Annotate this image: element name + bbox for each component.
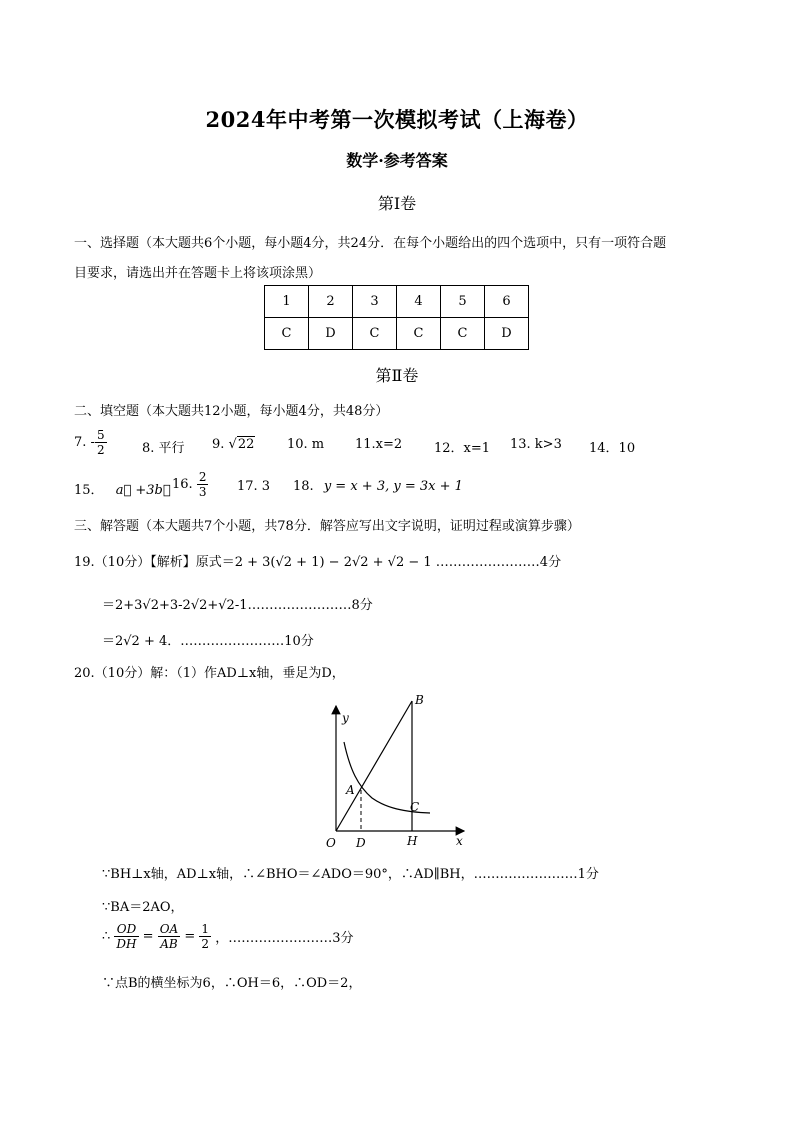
answer-9 xyxy=(212,437,255,452)
page-subtitle: 数学·参考答案 xyxy=(346,151,448,170)
answer-14: 14．10 xyxy=(589,441,636,456)
answer-13: 13. k>3 xyxy=(510,437,562,452)
answer-15-expression: a⃗ +3b⃗ xyxy=(115,483,171,498)
label-b: B xyxy=(415,693,424,707)
fraction-numerator: 5 xyxy=(96,428,105,442)
fraction-od-dh xyxy=(114,922,138,951)
section2-heading: 二、填空题（本大题共12小题，每小题4分，共48分） xyxy=(74,404,389,419)
q19-line1: 19.（10分）【解析】原式＝2 + 3(√2 + 1) − 2√2 + √2 − 1 ……………………4分 xyxy=(74,555,562,570)
answer-8: 8. 平行 xyxy=(142,441,185,456)
table-cell: 1 xyxy=(265,286,309,318)
table-cell: C xyxy=(441,318,485,350)
fraction-denominator: 2 xyxy=(201,937,210,951)
answer-table-answer-row xyxy=(265,318,529,350)
answer-7-prefix: 7. - xyxy=(74,435,95,450)
table-cell: D xyxy=(309,318,353,350)
label-x: x xyxy=(456,834,463,848)
table-cell: 3 xyxy=(353,286,397,318)
q20-line3: ∵BA＝2AO， xyxy=(102,900,184,915)
q20-line2: ∵BH⊥x轴，AD⊥x轴，∴∠BHO＝∠ADO＝90°，∴AD∥BH，……………………1分 xyxy=(102,867,599,882)
answer-15-prefix: 15． xyxy=(74,483,104,498)
answer-12: 12．x=1 xyxy=(434,441,491,456)
answer-10: 10. m xyxy=(287,437,325,452)
answer-17: 17. 3 xyxy=(237,479,271,494)
volume-1-heading: 第Ⅰ卷 xyxy=(377,194,417,213)
equals-sign: = xyxy=(142,929,154,944)
therefore-symbol: ∴ xyxy=(102,929,111,944)
answer-18-prefix: 18. xyxy=(293,479,314,494)
q19-line3: ＝2√2 + 4．……………………10分 xyxy=(102,634,314,649)
section1-heading-line1: 一、选择题（本大题共6个小题，每小题4分，共24分．在每个小题给出的四个选项中，只有一项符合题 xyxy=(74,236,667,251)
table-cell: 4 xyxy=(397,286,441,318)
coordinate-figure xyxy=(320,690,470,850)
label-o: O xyxy=(326,836,336,850)
label-a: A xyxy=(346,783,355,797)
sqrt-symbol: √ xyxy=(228,437,237,452)
radicand: 22 xyxy=(237,437,255,452)
fraction-oa-ab xyxy=(158,922,181,951)
label-c: C xyxy=(410,800,420,814)
section1-heading-line2: 目要求，请选出并在答题卡上将该项涂黑） xyxy=(74,266,322,281)
answer-11: 11.x=2 xyxy=(355,437,403,452)
table-cell: C xyxy=(265,318,309,350)
section3-heading: 三、解答题（本大题共7个小题，共78分．解答应写出文字说明，证明过程或演算步骤） xyxy=(74,519,580,534)
label-h: H xyxy=(407,834,418,848)
table-cell: C xyxy=(353,318,397,350)
label-d: D xyxy=(356,836,366,850)
equals-sign: = xyxy=(184,929,196,944)
fraction-denominator: 3 xyxy=(198,485,207,499)
q20-line5: ∵点B的横坐标为6，∴OH＝6，∴OD＝2， xyxy=(102,976,362,991)
fraction-line-suffix: ，……………………3分 xyxy=(215,931,354,946)
answer-16 xyxy=(172,470,208,499)
fraction-numerator: 2 xyxy=(198,470,207,484)
answer-18-expression: y = x + 3, y = 3x + 1 xyxy=(323,479,463,494)
q19-line2: ＝2+3√2+3-2√2+√2-1……………………8分 xyxy=(102,598,373,613)
answer-7 xyxy=(74,428,107,457)
answer-9-prefix: 9. xyxy=(212,437,225,452)
fraction-denominator: AB xyxy=(160,937,178,951)
table-cell: C xyxy=(397,318,441,350)
answer-table xyxy=(264,285,529,350)
volume-2-heading: 第Ⅱ卷 xyxy=(375,366,419,385)
fraction-numerator: OD xyxy=(114,922,138,937)
answer-table-number-row xyxy=(265,286,529,318)
fraction-denominator: DH xyxy=(116,937,137,951)
fraction-numerator: OA xyxy=(159,922,179,936)
fraction-one-half xyxy=(199,922,211,951)
fraction-numerator: 1 xyxy=(201,922,210,936)
table-cell: 6 xyxy=(485,286,529,318)
table-cell: D xyxy=(485,318,529,350)
label-y: y xyxy=(342,711,349,725)
q20-fraction-line xyxy=(102,922,353,951)
page-title: 2024年中考第一次模拟考试（上海卷） xyxy=(205,107,589,132)
fraction-denominator: 2 xyxy=(96,443,105,457)
q20-line1: 20.（10分）解：（1）作AD⊥x轴，垂足为D， xyxy=(74,666,345,681)
answer-18 xyxy=(293,479,463,494)
answer-16-prefix: 16. xyxy=(172,477,193,492)
table-cell: 2 xyxy=(309,286,353,318)
table-cell: 5 xyxy=(441,286,485,318)
answer-7-fraction xyxy=(95,428,107,457)
answer-15 xyxy=(74,479,171,498)
answer-16-fraction xyxy=(197,470,209,499)
